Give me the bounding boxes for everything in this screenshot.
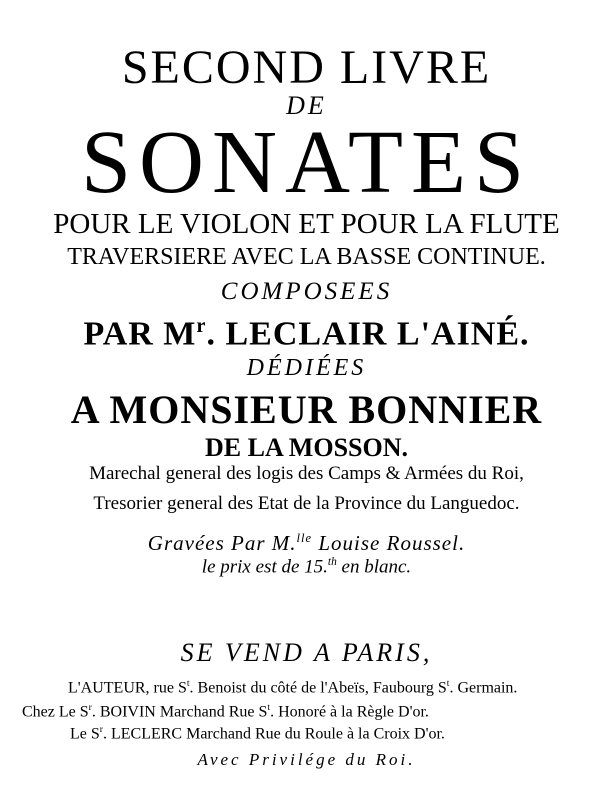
- sale-place: SE VEND A PARIS,: [180, 638, 433, 667]
- imprint-boivin-sup2: t: [267, 702, 271, 713]
- imprint-boivin-sup: r: [88, 702, 92, 713]
- imprint-leclerc-b: . LECLERC Marchand Rue du Roule à la Croix D'or.: [102, 725, 445, 743]
- imprint-author-a: L'AUTEUR, rue S: [68, 679, 187, 697]
- composees-label: COMPOSEES: [220, 278, 393, 305]
- price-prefix: le prix est de 15.: [201, 556, 328, 578]
- price-superscript: th: [327, 556, 337, 568]
- composer-superscript: r: [196, 315, 207, 337]
- imprint-line-leclerc: [70, 725, 590, 742]
- dediees-label: DÉDIÉES: [246, 355, 367, 381]
- title-sonates: SONATES: [80, 113, 533, 212]
- price-suffix: en blanc.: [336, 556, 412, 578]
- imprint-leclerc-sup: r: [99, 724, 103, 735]
- imprint-author-c: . Germain.: [449, 679, 518, 697]
- dedicatee-title-1: Marechal general des logis des Camps & Armées du Roi,: [89, 463, 524, 484]
- imprint-line-author: [68, 679, 588, 696]
- composer-line: [0, 316, 613, 351]
- imprint-boivin-b: . BOIVIN Marchand Rue S: [91, 703, 268, 721]
- title-de: DE: [286, 91, 327, 120]
- composer-prefix: PAR M: [83, 315, 197, 353]
- subtitle-continuo: TRAVERSIERE AVEC LA BASSE CONTINUE.: [67, 244, 546, 270]
- imprint-author-sup2: t: [446, 678, 450, 689]
- privilege-line: Avec Privilége du Roi.: [197, 750, 416, 769]
- composer-name: . LECLAIR L'AINÉ.: [206, 315, 530, 353]
- imprint-leclerc-a: Le S: [70, 725, 100, 743]
- imprint-boivin-c: . Honoré à la Règle D'or.: [270, 703, 429, 721]
- imprint-author-sup: t: [186, 678, 190, 689]
- imprint-author-b: . Benoist du côté de l'Abeïs, Faubourg S: [189, 679, 447, 697]
- engraver-name: Louise Roussel.: [312, 531, 466, 555]
- title-second-livre: SECOND LIVRE: [121, 41, 492, 94]
- dedicatee-name: A MONSIEUR BONNIER: [70, 387, 543, 432]
- imprint-line-boivin: [22, 703, 602, 720]
- price-line: [0, 557, 613, 576]
- engraver-line: [0, 532, 613, 554]
- dedicatee-title-2: Tresorier general des Etat de la Province du Languedoc.: [93, 493, 520, 514]
- imprint-boivin-a: Chez Le S: [22, 703, 89, 721]
- dedicatee-name-2: DE LA MOSSON.: [205, 433, 408, 462]
- engraver-prefix: Gravées Par M.: [147, 531, 297, 555]
- subtitle-instruments: POUR LE VIOLON ET POUR LA FLUTE: [53, 208, 560, 240]
- engraver-superscript: lle: [296, 531, 313, 545]
